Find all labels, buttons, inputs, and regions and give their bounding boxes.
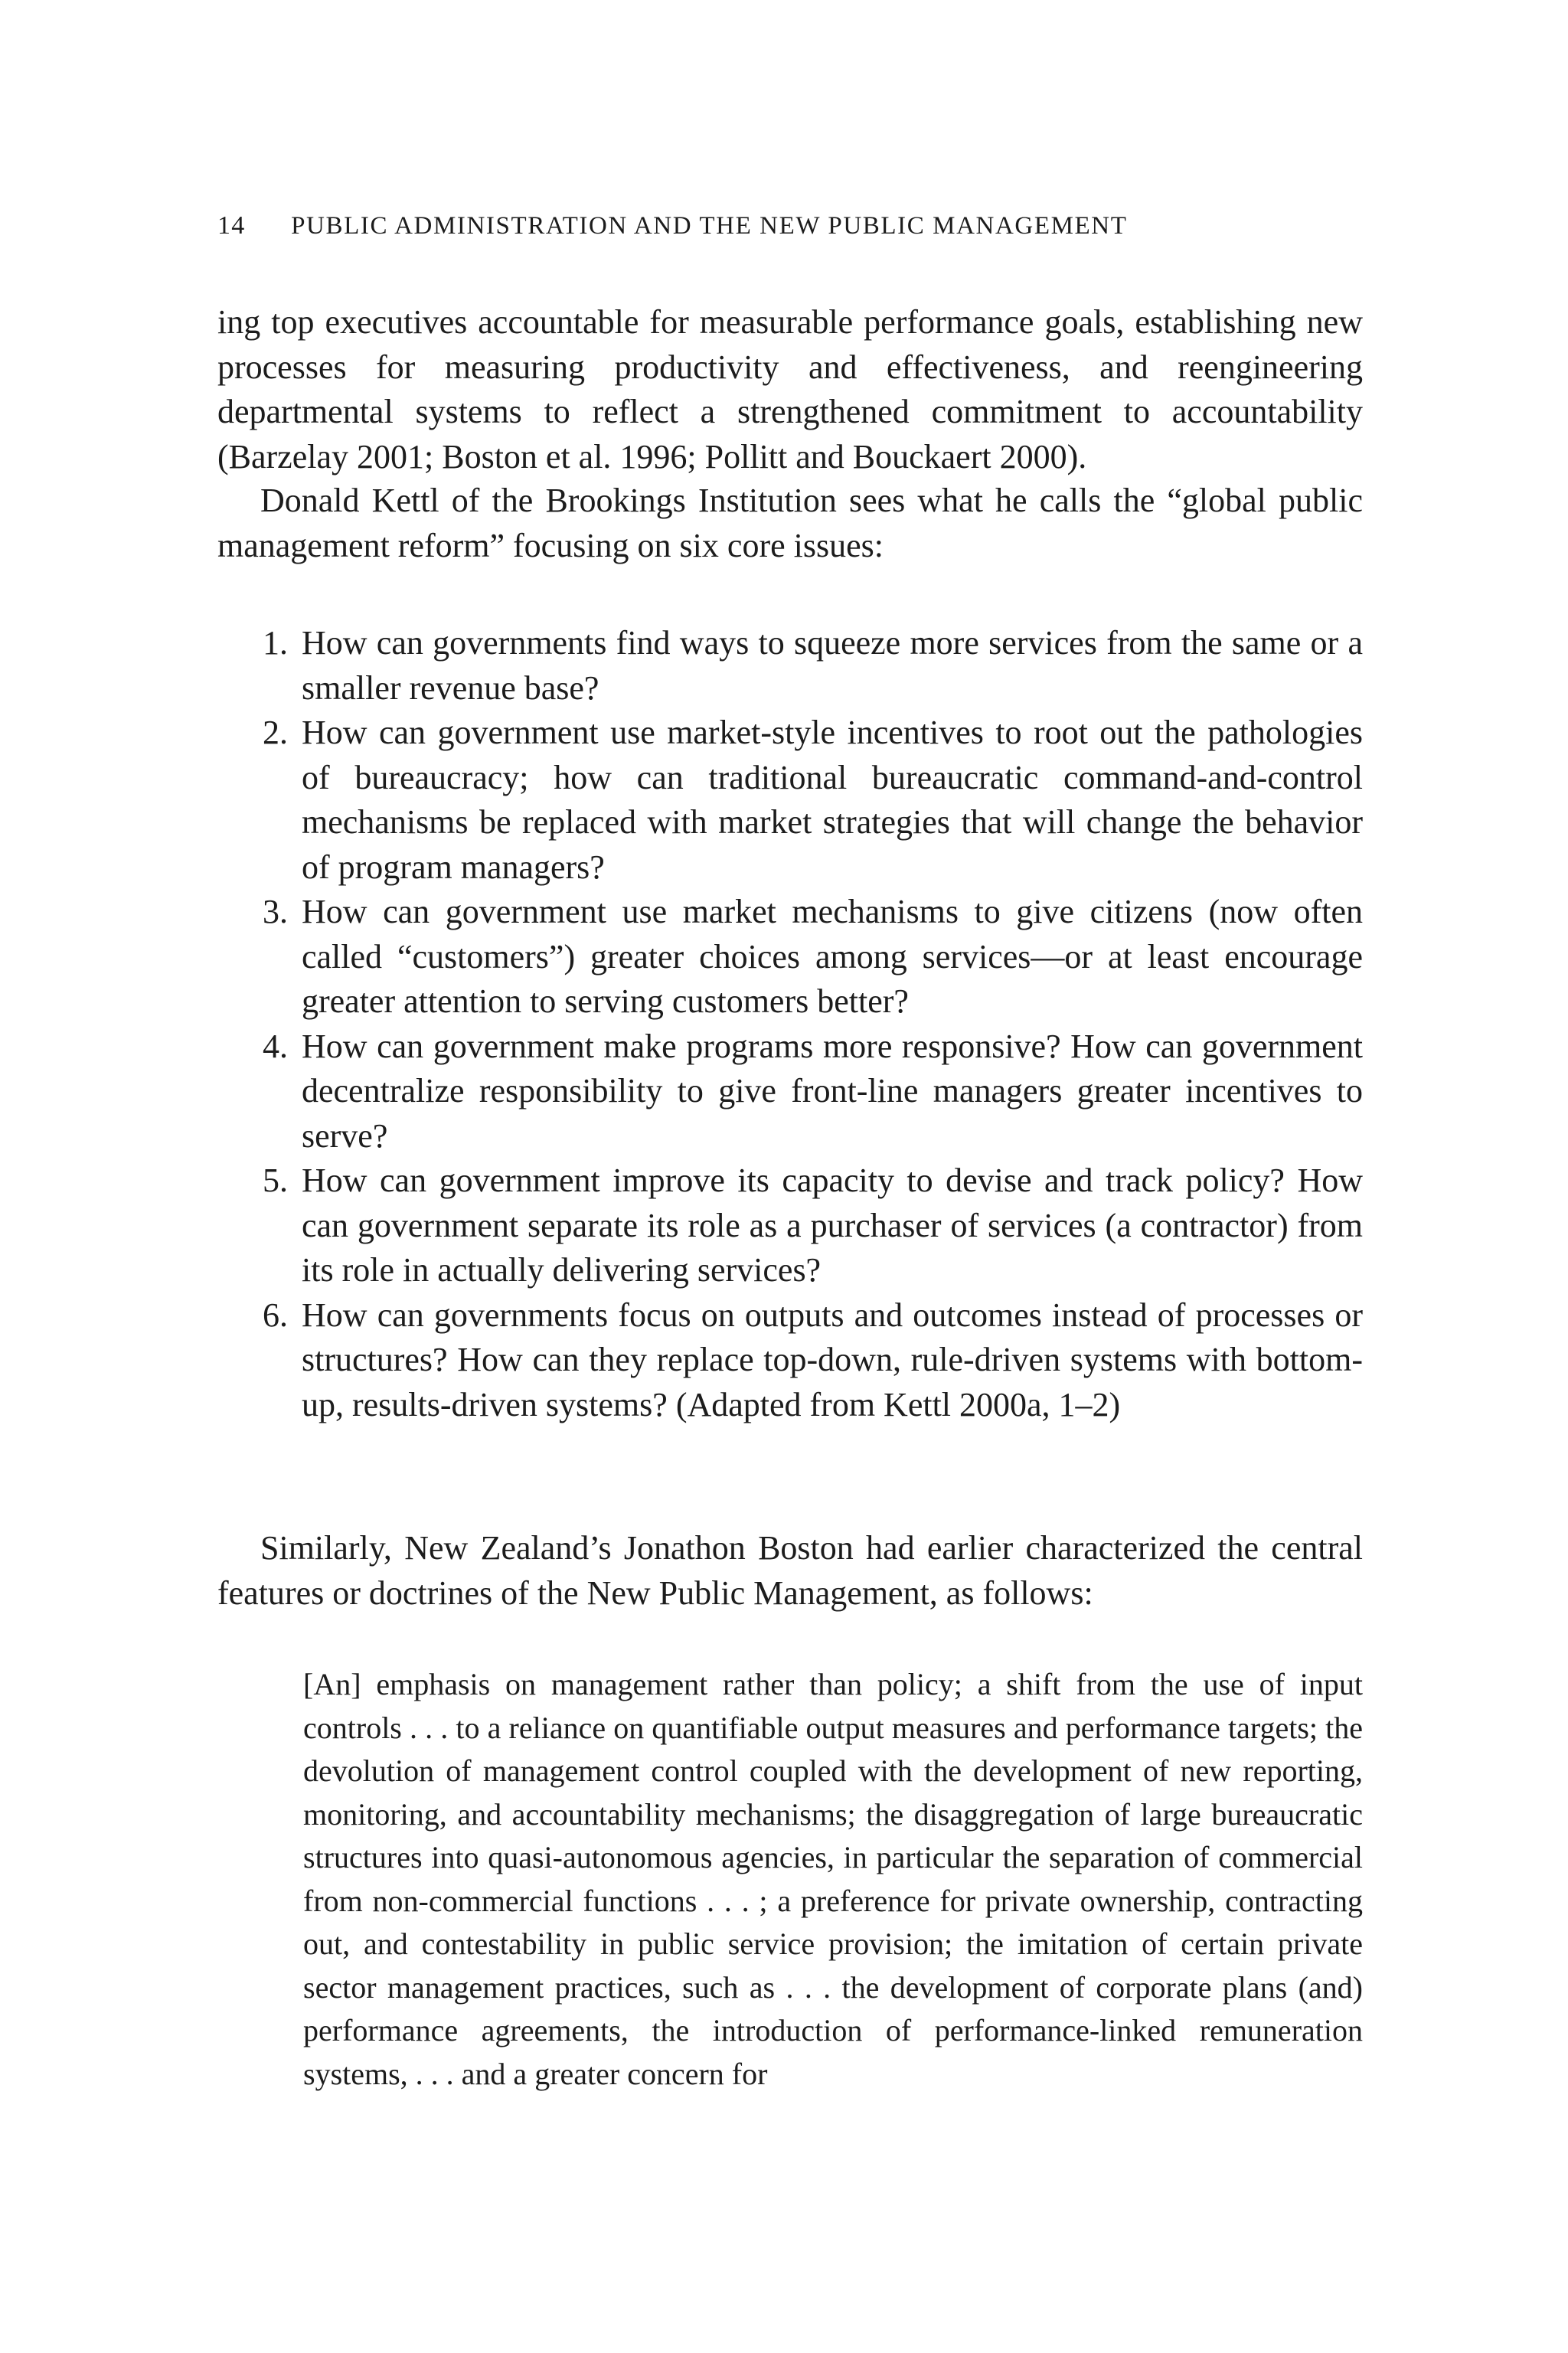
list-item-number: 5. <box>263 1162 288 1199</box>
block-quote: [An] emphasis on management rather than policy; a shift from the use of input controls . . . to a reliance on quantifiable output measures and performance targets; the devolution of management control coupled with the development of new reporting, monitoring, and accountability mechanisms; the disaggregation of large bureaucratic structures into quasi-autonomous agencies, in particular the separation of commercial from non-commercial functions . . . ; a preference for private ownership, contracting out, and contestability in public service provision; the imitation of certain private sector management practices, such as . . . the development of corporate plans (and) performance agreements, the introduction of performance-linked remuneration systems, . . . and a greater concern for <box>303 1667 1363 2091</box>
paragraph-kettl-intro: Donald Kettl of the Brookings Institution sees what he calls the “global public management reform” focusing on six core issues: <box>217 482 1363 564</box>
paragraph-boston-intro: Similarly, New Zealand’s Jonathon Boston had earlier characterized the central features or doctrines of the New Public Management, as follows: <box>217 1529 1363 1612</box>
list-item-number: 6. <box>263 1296 288 1334</box>
list-item <box>217 890 1363 1025</box>
list-item <box>217 621 1363 711</box>
paragraph-continuation: ing top executives accountable for measurable performance goals, establishing new processes for measuring productivity and effectiveness, and reengineering departmental systems to reflect a strengthened commitment to accountability (Barzelay 2001; Boston et al. 1996; Pollitt and Bouckaert 2000). <box>217 303 1363 476</box>
list-item <box>217 711 1363 890</box>
page-number: 14 <box>217 211 246 240</box>
list-item <box>217 1159 1363 1293</box>
running-title: PUBLIC ADMINISTRATION AND THE NEW PUBLIC MANAGEMENT <box>291 212 1128 240</box>
list-item <box>217 1293 1363 1428</box>
list-item-text: How can government improve its capacity to devise and track policy? How can government separate its role as a purchaser of services (a contractor) from its role in actually delivering services? <box>302 1162 1363 1289</box>
list-item <box>217 1025 1363 1159</box>
list-item-text: How can governments find ways to squeeze more services from the same or a smaller revenue base? <box>302 624 1363 707</box>
list-item-number: 3. <box>263 893 288 930</box>
list-item-number: 2. <box>263 714 288 751</box>
list-item-number: 4. <box>263 1027 288 1065</box>
running-header <box>217 211 1366 240</box>
core-issues-list <box>217 621 1363 1427</box>
list-item-number: 1. <box>263 624 288 662</box>
list-item-text: How can government make programs more responsive? How can government decentralize responsibility to give front-line managers greater incentives to serve? <box>302 1027 1363 1155</box>
list-item-text: How can government use market mechanisms to give citizens (now often called “customers”) greater choices among services—or at least encourage greater attention to serving customers better? <box>302 893 1363 1020</box>
list-item-text: How can governments focus on outputs and outcomes instead of processes or structures? How can they replace top-down, rule-driven systems with bottom-up, results-driven systems? (Adapted from Kettl 2000a, 1–2) <box>302 1296 1363 1423</box>
list-item-text: How can government use market-style incentives to root out the pathologies of bureaucracy; how can traditional bureaucratic command-and-control mechanisms be replaced with market strategies that will change the behavior of program managers? <box>302 714 1363 886</box>
